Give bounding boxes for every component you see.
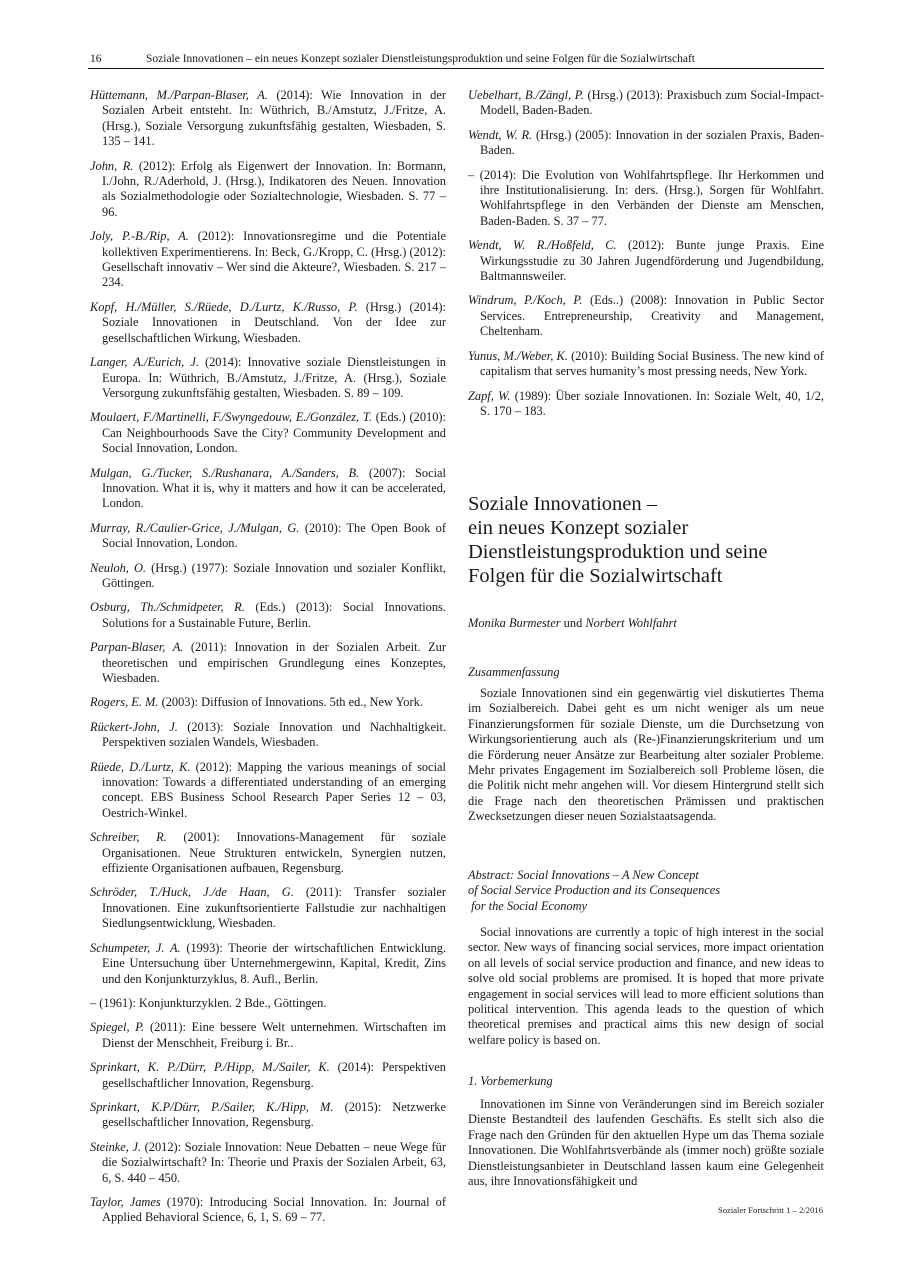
reference-authors: Rückert-John, J. — [90, 719, 178, 734]
reference-authors: Schröder, T./Huck, J./de Haan, G. — [90, 885, 294, 900]
reference-entry — [90, 600, 446, 631]
reference-details: (Hrsg.) (1977): Soziale Innovation und sozialer Konflikt, Göttingen. — [102, 560, 446, 590]
reference-entry — [90, 941, 446, 987]
reference-entry — [90, 355, 446, 401]
reference-authors: Hüttemann, M./Parpan-Blaser, A. — [90, 88, 268, 102]
reference-entry — [90, 159, 446, 221]
reference-details: (2013): Soziale Innovation und Nachhaltigkeit. Perspektiven sozialen Wandels, Wiesbaden. — [102, 719, 446, 750]
reference-details: (2012): Soziale Innovation: Neue Debatten – neue Wege für die Sozialwirtschaft? In: Theorie und Praxis der Sozialen Arbeit, 63, 6, S. 440 – 450. — [102, 1139, 446, 1185]
reference-entry — [90, 229, 446, 291]
reference-details: – (2014): Die Evolution von Wohlfahrtspflege. Ihr Herkommen und ihre Institutionalisierung. In: ders. (Hrsg.), Sorgen für Wohlfahrt. Wohlfahrtspflege in den Verbänden der Dienste am Menschen, Baden-Baden. S. 37 – 77. — [468, 167, 824, 228]
page-number: 16 — [90, 53, 102, 65]
references-left-column — [90, 88, 446, 1235]
reference-entry — [90, 885, 446, 931]
reference-entry — [468, 349, 824, 380]
reference-details: (Eds.) (2010): Can Neighbourhoods Save the City? Community Development and Social Innovation, London. — [102, 410, 446, 456]
reference-authors: John, R. — [90, 158, 134, 173]
abstract-paragraph: Social innovations are currently a topic of high interest in the social sector. New ways of financing social services, more impact orientation on all levels of social service production and finance, and new ideas to solve old social problems are promised. It is hoped that more private engagement in social services will lead to more efficient solutions than political intervention. This agenda leads to the question of which theoretical premises and practical aims this new design of social welfare policy is based on. — [468, 925, 824, 1047]
reference-details: (2012): Erfolg als Eigenwert der Innovation. In: Bormann, I./John, R./Aderhold, J. (Hrsg.), Indikatoren des Neuen. Innovation als Sozialmethodologie oder Sozialtechnologie, Wiesbaden. S. 77 – 96. — [102, 158, 447, 219]
reference-authors: Rüede, D./Lurtz, K. — [90, 759, 191, 774]
reference-details: (2012): Bunte junge Praxis. Eine Wirkungsstudie zu 30 Jahren Jugendförderung und Jugendbildung, Baltmannsweiler. — [480, 238, 824, 284]
reference-authors: Schreiber, R. — [90, 830, 167, 845]
reference-details: (1993): Theorie der wirtschaftlichen Entwicklung. Eine Untersuchung über Unternehmergewinn, Kapital, Kredit, Zins und den Konjunkturzyklus, 8. Aufl., Berlin. — [102, 940, 446, 986]
author-name: Monika Burmester — [468, 616, 561, 630]
reference-details: (2014): Perspektiven gesellschaftlicher Innovation, Regensburg. — [102, 1060, 446, 1090]
reference-details: (2011): Eine bessere Welt unternehmen. Wirtschaften im Dienst der Menschheit, Freiburg i. Br.. — [102, 1020, 447, 1050]
reference-authors: Rogers, E. M. — [90, 695, 159, 710]
references-right-column — [468, 88, 824, 428]
reference-authors: Kopf, H./Müller, S./Rüede, D./Lurtz, K./Russo, P. — [90, 299, 358, 314]
reference-authors: Murray, R./Caulier-Grice, J./Mulgan, G. — [90, 520, 300, 535]
reference-details: (2015): Netzwerke gesellschaftlicher Innovation, Regensburg. — [102, 1099, 446, 1130]
reference-entry — [90, 1140, 446, 1186]
summary-paragraph: Soziale Innovationen sind ein gegenwärtig viel diskutiertes Thema im Sozialbereich. Dabei geht es um nicht weniger als um neue Finanzierungsformen für soziale Dienste, um die Durchsetzung von Wirkungsorientierung auch als (Re-)Finanzierungskriterium und um die Förderung neuer Ansätze zur Bearbeitung alter sozialer Probleme. Mehr privates Engagement im Sozialbereich soll Probleme lösen, die die Politik nicht mehr angehen will. Vor diesem Hintergrund stellt sich die Frage nach den theoretischen Prämissen und praktischen Zwecksetzungen dieser neuen Sozialstaatsagenda. — [468, 686, 824, 824]
abstract-heading — [468, 868, 828, 914]
reference-entry — [90, 720, 446, 751]
reference-details: – (1961): Konjunkturzyklen. 2 Bde., Göttingen. — [90, 995, 327, 1010]
reference-entry — [468, 238, 824, 284]
reference-entry — [468, 168, 824, 230]
reference-authors: Schumpeter, J. A. — [90, 940, 181, 955]
summary-heading: Zusammenfassung — [468, 665, 560, 679]
abstract-heading-line: Abstract: Social Innovations – A New Concept — [468, 868, 699, 882]
reference-details: (1989): Über soziale Innovationen. In: Soziale Welt, 40, 1/2, S. 170 – 183. — [480, 388, 824, 418]
reference-entry — [90, 466, 446, 512]
reference-entry — [468, 389, 824, 420]
reference-details: (2007): Social Innovation. What it is, why it matters and how it can be accelerated, London. — [102, 465, 446, 511]
reference-authors: Spiegel, P. — [90, 1020, 145, 1035]
reference-authors: Sprinkart, K.P/Dürr, P./Sailer, K./Hipp, M. — [90, 1099, 334, 1114]
reference-entry — [90, 695, 446, 710]
abstract-heading-line: of Social Service Production and its Consequences — [468, 883, 721, 898]
journal-footer: Sozialer Fortschritt 1 – 2/2016 — [717, 1205, 823, 1215]
reference-authors: Sprinkart, K. P./Dürr, P./Hipp, M./Sailer, K. — [90, 1060, 330, 1075]
reference-authors: Osburg, Th./Schmidpeter, R. — [90, 600, 245, 615]
reference-authors: Joly, P.-B./Rip, A. — [90, 229, 189, 244]
reference-authors: Uebelhart, B./Zängl, P. — [468, 88, 584, 102]
reference-authors: Moulaert, F./Martinelli, F./Swyngedouw, E./González, T. — [90, 410, 372, 425]
author-connector: und — [560, 616, 586, 630]
reference-details: (Hrsg.) (2005): Innovation in der sozialen Praxis, Baden-Baden. — [480, 127, 824, 158]
reference-entry — [90, 996, 446, 1011]
reference-authors: Windrum, P./Koch, P. — [468, 293, 583, 308]
reference-authors: Zapf, W. — [468, 388, 511, 403]
reference-entry — [90, 1100, 446, 1131]
reference-details: (Hrsg.) (2013): Praxisbuch zum Social-Impact-Modell, Baden-Baden. — [480, 88, 824, 118]
abstract-heading-line: for the Social Economy — [468, 898, 588, 913]
reference-entry — [90, 1020, 446, 1051]
reference-entry — [468, 128, 824, 159]
reference-entry — [90, 300, 446, 346]
reference-details: (Eds.) (2013): Social Innovations. Solutions for a Sustainable Future, Berlin. — [102, 600, 446, 630]
article-title-line: ein neues Konzept sozialer — [468, 517, 689, 539]
reference-entry — [468, 88, 824, 119]
article-title — [468, 492, 828, 588]
reference-entry — [90, 410, 446, 456]
reference-authors: Steinke, J. — [90, 1139, 142, 1154]
reference-details: (2003): Diffusion of Innovations. 5th ed., New York. — [158, 695, 423, 710]
reference-entry — [90, 1195, 446, 1226]
reference-details: (2010): Building Social Business. The new kind of capitalism that serves humanity’s most pressing needs, New York. — [480, 348, 824, 379]
reference-details: (2012): Innovationsregime und die Potentiale kollektiven Experimentierens. In: Beck, G./Kropp, C. (Hrsg.) (2012): Gesellschaft innovativ – Wer sind die Akteure?, Wiesbaden. S. 217 – 234. — [102, 229, 446, 290]
reference-entry — [90, 561, 446, 592]
reference-authors: Langer, A./Eurich, J. — [90, 355, 199, 370]
reference-details: (2012): Mapping the various meanings of social innovation: Towards a differentiated understanding of an emerging concept. EBS Business School Research Paper Series 12 – 03, Oestrich-Winkel. — [102, 759, 446, 820]
reference-entry — [90, 760, 446, 822]
article-authors — [468, 616, 677, 631]
article-title-line: Dienstleistungsproduktion und seine — [468, 541, 768, 563]
reference-details: (2011): Transfer sozialer Innovationen. Eine zukunftsorientierte Fallstudie zur nachhaltigen Siedlungsentwicklung, Wiesbaden. — [102, 885, 447, 931]
article-title-line: Soziale Innovationen – — [468, 493, 658, 515]
reference-authors: Taylor, James — [90, 1194, 161, 1209]
reference-details: (2014): Innovative soziale Dienstleistungen in Europa. In: Wüthrich, B./Amstutz, J./Fritze, A. (Hrsg.), Soziale Versorgung zukunftsfähig gestalten, Wiesbaden. S. 89 – 109. — [102, 355, 446, 400]
reference-entry — [90, 521, 446, 552]
reference-authors: Wendt, W. R. — [468, 127, 533, 142]
reference-details: (2010): The Open Book of Social Innovation, London. — [102, 520, 447, 551]
author-name: Norbert Wohlfahrt — [585, 616, 677, 630]
reference-entry — [468, 293, 824, 339]
section-heading: 1. Vorbemerkung — [468, 1074, 553, 1088]
header-rule — [88, 68, 824, 69]
reference-details: (Hrsg.) (2014): Soziale Innovationen in Deutschland. Von der Idee zur gesellschaftlichen Wirkung, Wiesbaden. — [102, 299, 446, 345]
reference-entry — [90, 830, 446, 876]
reference-details: (2014): Wie Innovation in der Sozialen Arbeit entsteht. In: Wüthrich, B./Amstutz, J./Fritze, A. (Hrsg.), Soziale Versorgung zukunftsfähig gestalten, Wiesbaden, S. 135 – 141. — [102, 88, 446, 149]
reference-authors: Yunus, M./Weber, K. — [468, 348, 568, 363]
reference-authors: Neuloh, O. — [90, 560, 147, 575]
reference-details: (1970): Introducing Social Innovation. In: Journal of Applied Behavioral Science, 6, 1, S. 69 – 77. — [102, 1194, 446, 1225]
section-paragraph: Innovationen im Sinne von Veränderungen sind im Bereich sozialer Dienste Bestandteil des laufenden Geschäfts. Es stellt sich also die Frage nach den Gründen für den aktuellen Hype um das Thema soziale Innovationen. Die Wohlfahrtsverbände als (immer noch) größte soziale Dienstleistungsanbieter in Deutschland lassen kaum eine Gelegenheit aus, ihre Innovationsfähigkeit und — [468, 1097, 824, 1189]
reference-details: (2011): Innovation in der Sozialen Arbeit. Zur theoretischen und empirischen Grundlegung eines Konzeptes, Wiesbaden. — [102, 640, 446, 685]
reference-entry — [90, 88, 446, 150]
reference-authors: Mulgan, G./Tucker, S./Rushanara, A./Sanders, B. — [90, 465, 360, 480]
running-title: Soziale Innovationen – ein neues Konzept sozialer Dienstleistungsproduktion und seine Folgen für die Sozialwirtschaft — [146, 53, 695, 65]
reference-authors: Parpan-Blaser, A. — [90, 640, 184, 655]
reference-details: (2001): Innovations-Management für soziale Organisationen. Neue Strukturen entwickeln, Synergien nutzen, effiziente Organisationen aufbauen, Regensburg. — [102, 830, 447, 876]
reference-authors: Wendt, W. R./Hoßfeld, C. — [468, 238, 617, 253]
reference-details: (Eds..) (2008): Innovation in Public Sector Services. Entrepreneurship, Creativity and Management, Cheltenham. — [480, 293, 824, 339]
reference-entry — [90, 640, 446, 686]
article-title-line: Folgen für die Sozialwirtschaft — [468, 565, 723, 587]
reference-entry — [90, 1060, 446, 1091]
